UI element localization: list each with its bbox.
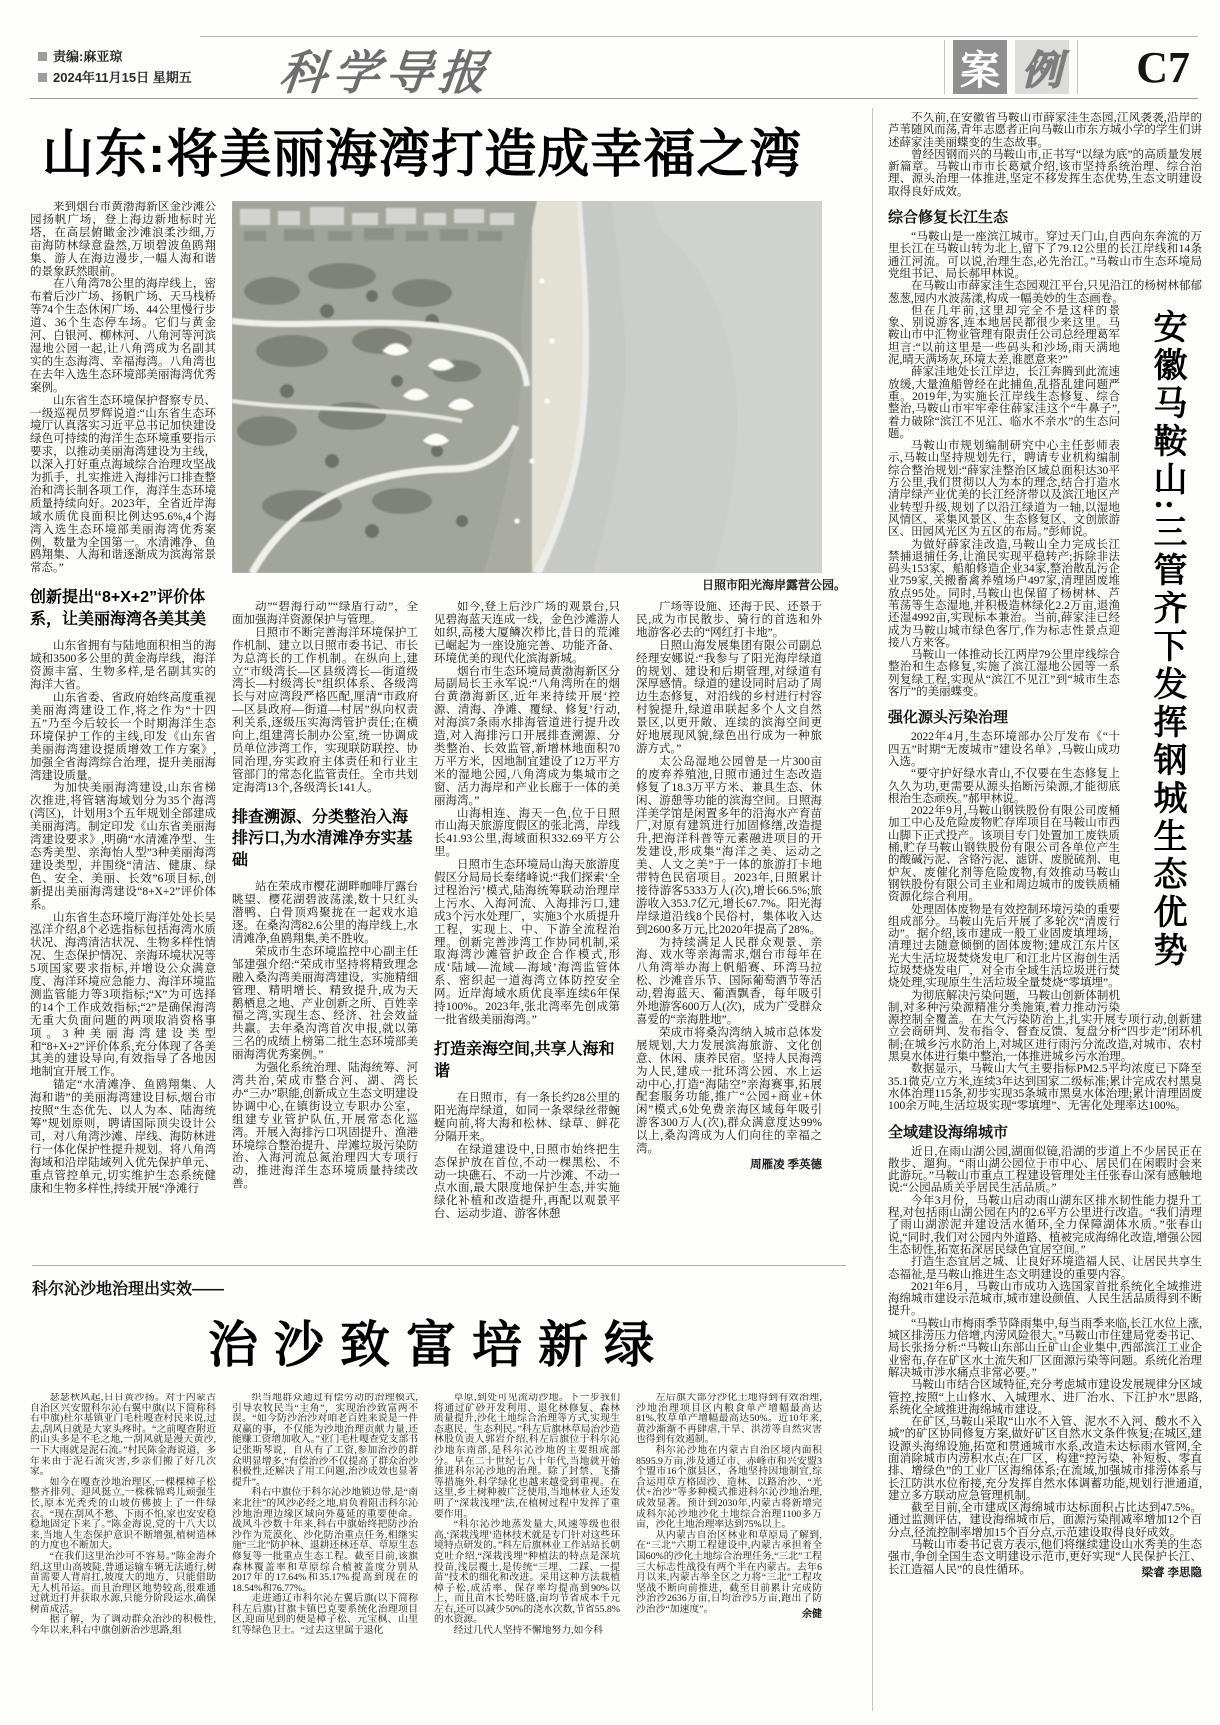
column-subhead: 全域建设海绵城市 <box>888 1123 1009 1141</box>
byline: 梁睿 李思隐 <box>1141 1566 1202 1579</box>
paragraph: “在我们这里治沙可不容易。”陈金海介绍,这里山高坡陡,普通运输车辆无法通行,树苗需要人背肩扛,坡度大的地方，只能借助无人机吊运。而且治理区地势较高,很难通过就近打井获取水源,只能分阶段运水,确保树苗成活。 <box>30 1550 216 1615</box>
paragraph: 在绿道建设中,日照市始终把生态保护放在首位,不动一棵黑松、不动一块礁石、不动一片沙滩、不动一点水面,最大限度地保护生态,并实施绿化补植和改造提升,再配以观景平台、运动步道、游客休憩 <box>434 1143 620 1221</box>
paragraph: 但在几年前,这里却完全不是这样的景象、别说游客,连本地居民都很少来这里。马鞍山市中汇物业管理有限责任公司总经理葛军坦言:“以前这里是一些码头和沙场,雨天满地泥,晴天满场灰,环境太差,谁愿意来?” <box>888 304 1120 367</box>
paragraph: 科尔沁沙地在内蒙古自治区境内面积8595.9万亩,涉及通辽市、赤峰市和兴安盟3个盟市16个旗县区，各地坚持因地制宜,综合运用草方格固沙、造林、以路治沙、“光伏+治沙”等多种模式推进科尔沁沙地治理,成效显著。预计到2030年,内蒙古将新增完成科尔沁沙地沙化土地综合治理1100多万亩，沙化土地治理率达到75%以上。 <box>636 1444 822 1531</box>
paragraph: 瑟瑟秋风起,日日黄沙扬。对于内蒙古自治区兴安盟科尔沁右翼中旗(以下简称科右中旗)杜尔基镇亚门毛杜嘎查村民来说,过去,刮风日就是大家头疼时。“之前嘎查附近的山头多是不毛之地,一刮风就是漫天黄沙,一下大雨就是泥石流。”村民陈金海说道，多年来由于泥石流灾害,乡亲们搬了好几次家。 <box>30 1393 216 1478</box>
sub-columns <box>232 601 848 1251</box>
paragraph: 不久前,在安徽省马鞍山市薛家洼生态园,江风袭袭,沿岸的芦苇随风而荡,青年志愿者正向马鞍山市东方城小学的学生们讲述薛家洼美丽蝶变的生态故事。 <box>888 112 1202 149</box>
paragraph: “要守护好绿水青山,不仅要在生态修复上久久为功,更需要从源头掐断污染源,才能彻底根治生态顽疾。”郝甲林说。 <box>888 768 1120 805</box>
paragraph: 处理固体废物是有效控制环境污染的重要组成部分。马鞍山先后开展了多轮次“清废行动”。据介绍,该市建成一般工业固废填埋场，清理过去随意倾倒的固体废物;建成江东片区光大生活垃圾焚烧发电厂和江北片区海创生活垃圾焚烧发电厂，对全市全域生活垃圾进行焚烧处理,实现原生生活垃圾全量焚烧“零填埋”。 <box>888 903 1120 990</box>
page-number: C7 <box>1136 43 1190 92</box>
column-subhead: 综合修复长江生态 <box>888 209 1009 227</box>
section-char-box: 案 <box>953 40 1007 94</box>
paragraph: 为强化系统治理、陆海统筹、河湾共治,荣成市整合河、湖、湾长办“三办”职能,创新成立生态文明建设协调中心,在镇街设立专职办公室，组建专业管护队伍,开展常态化巡湾。开展入海排污口巩固提升、渔港环境综合整治提升、岸滩垃圾污染防治、入海河流总氮治理四大专项行动，推进海洋生态环境质量持续改善。 <box>232 1062 418 1191</box>
editor-label: 责编:麻亚琼 <box>53 49 123 64</box>
horizontal-rule <box>32 1265 846 1266</box>
article-column <box>434 601 620 1251</box>
paragraph: 左后旗大部分沙化土地得到有效治理,沙地治理项目区内粮食单产增幅最高达81%,牧草单产增幅最高达50%。近10年来,黄沙渐渐不再肆虐,干旱、洪涝等自然灾害也得到有效遏制。 <box>636 1393 822 1446</box>
article-column <box>30 1393 216 1689</box>
paragraph: 站在荣成市樱花湖畔咖啡厅露台眺望、樱花湖碧波荡漾,数十只红头潜鸭、白骨顶鸡聚拢在一起戏水追逐。在桑沟湾82.6公里的海岸线上,水清滩净,鱼鸥翔集,美不胜收。 <box>232 881 418 945</box>
paragraph: 马鞍山一体推动长江两岸79公里岸线综合整治和生态修复,实施了滨江湿地公园等一系列复绿工程,实现从“滨江不见江”到“城市生态客厅”的美丽蝶变。 <box>888 649 1120 699</box>
article-column <box>636 1393 822 1689</box>
photo-and-columns <box>232 201 848 1251</box>
date-label: 2024年11月15日 星期五 <box>53 70 192 85</box>
editor-date-block <box>38 46 192 88</box>
coast-aerial-illustration <box>232 201 822 573</box>
bottom-headline: 治沙致富培新绿 <box>208 1317 670 1373</box>
article-column <box>232 1393 418 1689</box>
vertical-headline-block <box>1130 309 1202 1001</box>
paragraph: 为加快美丽海湾建设,山东省梯次推进,将管辖海域划分为35个海湾(湾区)，计划用3个五年规划全部建成美丽海湾。制定印发《山东省美丽海湾建设要求》,明确“水清滩净型、生态秀美型、亲海怡人型”3种美丽海湾建设类型，并围绕“清洁、健康、绿色、安全、美丽、长效”6项目标,创新提出美丽海湾建设“8+X+2”评价体系。 <box>30 782 216 911</box>
paragraph: 广场等设施、还海于民、还景于民,成为市民散步、骑行的首选和外地游客必去的“网红打卡地”。 <box>636 601 822 639</box>
paragraph: 薛家洼地处长江岸边，长江奔腾到此流速放缓,大量渔船曾经在此捕鱼,乱搭乱建问题严重。2019年,为实施长江岸线生态修复、综合整治,马鞍山市牢牢牵住薛家洼这个“牛鼻子”,着力破除“滨江不见江、临水不亲水”的生态问题。 <box>888 366 1120 440</box>
paragraph: 近日,在雨山湖公园,湖面似镜,沿湖的步道上不少居民正在散步、遛狗。“雨山湖公园位于市中心、居民们在闲暇时会来此游玩。”马鞍山市重点工程建设管理处主任张春山深有感触地说:“公园品质关乎居民生活品质。” <box>888 1145 1202 1195</box>
paragraph: 今年3月份，马鞍山启动雨山湖东区排水韧性能力提升工程,对包括雨山湖公园在内的2.6平方公里进行改造。“我们清理了雨山湖淤泥并建设活水循环,全力保障湖体水质。”张春山说,“同时,我们对公园内外道路、植被完成海绵化改造,增强公园生态韧性,拓宽拓深居民绿色宜居空间。” <box>888 1194 1202 1256</box>
paragraph: 荣成市生态环境监控中心副主任邹建强介绍:“荣成市坚持将精致理念融入桑沟湾美丽海湾建设，实施精细管理、精明增长、精致提升,成为天鹅栖息之地、产业创新之所、百姓幸福之湾,实现生态、经济、社会效益共赢。去年桑沟湾首次申报,就以第三名的成绩上榜第二批生态环境部美丽海湾优秀案例。” <box>232 945 418 1062</box>
paragraph: 在马鞍山市薛家洼生态园观江平台,只见沿江的杨树林郁郁葱葱,园内水波荡漾,构成一幅美妙的生态画卷。 <box>888 280 1202 305</box>
paragraph: 为持续满足人民群众观景、亲海、戏水等亲海需求,烟台市每年在八角湾举办海上帆船赛、环湾马拉松、沙滩音乐节、国际葡萄酒节等活动,碧海蓝天、葡酒飘香，每年吸引外地游客600万人(次)，成为广受群众喜爱的“亲海胜地”。 <box>636 936 822 1026</box>
bullet-square-icon <box>38 73 47 82</box>
bottom-article-columns <box>30 1393 848 1689</box>
paragraph: 荣成市将桑沟湾纳入城市总体发展规划,大力发展滨海旅游、文化创意、休闲、康养民宿。坚持人民海湾为人民,建成一批环湾公园、水上运动中心,打造“海陆空”亲海赛事,拓展配套服务功能,推广“公园+商业+休闲”模式,6处免费亲海区域每年吸引游客300万人(次),群众满意度达99%以上,桑沟湾成为人们向往的幸福之湾。 <box>636 1026 822 1156</box>
paragraph: 马鞍山市委书记袁方表示,他们将继续建设山水秀美的生态强市,争创全国生态文明建设示范市,更好实现“人民保护长江、长江造福人民”的良性循环。 <box>888 1539 1202 1576</box>
article-column <box>232 601 418 1251</box>
masthead-logo: 科学导报 <box>276 48 495 100</box>
column-subhead: 排查溯源、分类整治入海排污口,为水清滩净夯实基础 <box>232 808 413 869</box>
paragraph: 山东省委、省政府始终高度重视美丽海湾建设工作,将之作为“十四五”乃至今后较长一个时期海洋生态环境保护工作的主线,印发《山东省美丽海湾建设提质增效工作方案》,加强全省海湾综合治理，提升美丽海湾建设质量。 <box>30 692 216 782</box>
paragraph: “科尔沁沙地蒸发量大,风速等级也很高,‘深栽浅埋’造林技术就是专门针对这些环境特点研发的。”科左后旗林业工作站站长朝克吐介绍,“深栽浅埋”种植法的特点是深坑投苗,浅层覆土,是传统“三埋、二踩、一提苗”技术的细化和改进。采用这种方法栽植樟子松,成活率、保存率均提高到90%以上，而且苗木长势旺盛,亩均节省成本千元左右,还可以减少50%的浇水次数,节省55.8%的水资源。 <box>434 1519 620 1626</box>
right-article-body <box>888 305 1202 1580</box>
paragraph: 据了解，为了调动群众治沙的积极性,今年以来,科右中旗创新治沙思路,组 <box>30 1614 216 1637</box>
paragraph: 为彻底解决污染问题，马鞍山创新体制机制,对多种污染源精准分类施策,着力推动污染源控制全覆盖。在大气污染防治上,扎实开展专项行动,创新建立会商研判、发布指令、督查反馈、复盘分析“四步走”闭环机制;在城乡污水防治上,对城区进行雨污分流改造,对城市、农村黑臭水体进行集中整治,一体推进城乡污水治理。 <box>888 989 1202 1064</box>
column-subhead: 强化源头污染治理 <box>888 709 1009 727</box>
vertical-divider <box>872 108 873 1711</box>
paragraph: 走进通辽市科尔沁左翼后旗(以下简称科左后旗)甘旗卡镇巴克要系统化治理项目区,迎面见到的便是樟子松、元宝枫、山里红等绿色卫士。“过去这里属于退化 <box>232 1593 418 1637</box>
main-article-columns <box>30 201 848 1251</box>
article-column <box>30 201 216 1247</box>
divider <box>1077 40 1078 94</box>
paragraph: 如今在嘎查沙地治理区,一棵棵樟子松整齐排列、迎风挺立,一株株锦鸡儿顽强生长,原本光秃秃的山坡仿佛披上了一件绿衣。“现在刮风不愁、下雨不怕,家也安安稳稳地固定下来了。”陈金海说,党的十八大以来,当地人生态保护意识不断增强,植树造林的力度也不断加大。 <box>30 1476 216 1552</box>
paragraph: 从内蒙古自治区林业和草原局了解到,在“三北”六期工程建设中,内蒙古承担着全国60%的沙化土地综合治理任务,“三北”工程三大标志性战役有两个半在内蒙古。去年6月以来,内蒙古举全区之力将“三北”工程攻坚战不断向前推进，截至目前累计完成防沙治沙2636万亩,日均治沙5万亩,跑出了防沙治沙“加速度”。 <box>636 1529 822 1615</box>
paragraph: 2022年9月,马鞍山钢铁股份有限公司废桶加工中心及危险废物贮存库项目在马鞍山市西山脚下正式投产。该项目专门处置加工废铁质桶,贮存马鞍山钢铁股份有限公司各单位产生的酸碱污泥、含铬污泥、滤饼、废脱硫剂、电炉灰、废催化剂等危险废物,有效推动马鞍山钢铁股份有限公司主业和周边城市的废铁质桶资源化综合利用。 <box>888 805 1120 904</box>
paragraph: 马鞍山市结合区域特征,充分考虑城市建设发展规律分区域管控,按照“上山修水、入城理水、进厂治水、下江护水”思路,系统化全域推进海绵城市建设。 <box>888 1379 1202 1416</box>
vertical-headline: 安徽马鞍山:三管齐下发挥钢城生态优势 <box>1148 308 1185 971</box>
paragraph: 为做好薛家洼改造,马鞍山全力完成长江禁捕退捕任务,让渔民实现平稳转产;拆除非法码头153家、船舶修造企业34家,整治散乱污企业759家,关搬畜禽养殖场户497家,清理固废堆放点95处。同时,马鞍山也保留了杨树林、芦苇荡等生态湿地,并积极造林绿化2.2万亩,退渔还湿4992亩,实现标本兼治。当前,薛家洼已经成为马鞍山城市绿色客厅,作为标志性景点迎接八方来客。 <box>888 538 1120 649</box>
paragraph: 锚定“水清滩净、鱼鸥翔集、人海和谐”的美丽海湾建设目标,烟台市按照“生态优先、以人为本、陆海统筹”规划原则，聘请国际顶尖设计公司，对八角湾沙滩、岸线、海防林进行一体化保护性提升规划。将八角湾海域和沿岸陆域列入优先保护单元、重点管控单元,切实维护生态系统健康和生物多样性,持续开展“净滩行 <box>30 1079 216 1195</box>
bullet-square-icon <box>38 52 47 61</box>
paragraph: 山海相连、海天一色,位于日照市山海天旅游度假区的张北湾，岸线长41.93公里,海域面积332.69平方公里。 <box>434 807 620 859</box>
byline: 周雁凌 季英德 <box>750 1158 822 1171</box>
paragraph: 山东省生态环境厅海洋处处长吴泓洋介绍,8个必选指标包括海湾水质状况、海湾清洁状况、生物多样性情况、生态保护情况、亲海环境状况等5项国家要求指标,并增设公众满意度、海洋环境应急能力、海洋环境监测监管能力等3项指标;“X”为可选择的14个工作成效指标;“2”是确保海湾无重大负面问题的两项取消资格事项。3种美丽海湾建设类型和“8+X+2”评价体系,充分体现了各美其美的建设导向,有效指导了各地因地制宜开展工作。 <box>30 911 216 1079</box>
paragraph: 马鞍山市规划编制研究中心主任彭师表示,马鞍山坚持规划先行，聘请专业机构编制综合整治规划:“薛家洼整治区域总面积达30平方公里,我们贯彻以人为本的理念,结合打造水清岸绿产业优美的长江经济带以及滨江地区产业转型升级,规划了以沿江绿道为一轴,以湿地风情区、采集风景区、生态修复区、文创旅游区、田园风光区为五区的布局。”彭师说。 <box>888 440 1120 539</box>
paragraph: 截至目前,全市建成区海绵城市达标面积占比达到47.5%。通过监测评估，建设海绵城市后，面源污染削减率增加12个百分点,径流控制率增加15个百分点,示范建设取得良好成效。 <box>888 1502 1202 1539</box>
paragraph: 在矿区,马鞍山采取“山水不入管、泥水不入河、酸水不入城”的矿区协同修复方案,做好矿区自然水文条件恢复;在城区,建设源头海绵设施,拓宽和贯通城市水系,改造未达标雨水管网,全面消除城市内涝积水点;在厂区，构建“控污染、补短板、零直排、增绿色”的工业厂区海绵体系;在流域,加强城市排涝体系与长江防洪水位衔接,充分发挥自然水体调蓄功能,规划行泄通道,建立多方联动应急管理机制。 <box>888 1416 1202 1502</box>
bottom-article <box>30 1276 848 1689</box>
paragraph: “马鞍山是一座滨江城市。穿过天门山,自西向东奔流的万里长江在马鞍山转为北上,留下了79.12公里的长江岸线和14条通江河流。可以说,治理生态,必先治江。”马鞍山市生态环境局党组书记、局长郝甲林说。 <box>888 231 1202 280</box>
paragraph: 科右中旗位于科尔沁沙地锁边带,是“南来北往”的风沙必经之地,肩负着阻击科尔沁沙地治理边缘区域向外蔓延的重要使命。战风斗沙数十年来,科右中旗始终把防沙治沙作为荒漠化、沙化防治重点任务,相继实施“三北”防护林、退耕还林还草、草原生态修复等一批重点生态工程。截至目前,该旗森林覆盖率和草原综合植被盖度分别从2017年的17.64%和35.17%提高到现在的18.54%和76.77%。 <box>232 1487 418 1594</box>
paragraph: 草原,到处可见流动沙地。下一步我们将通过矿砂开发利用、退化林修复、森林质量提升,沙化土地综合治理等方式,实现生态惠民、生态利民。”科左后旗林草局治沙造林股负责人郭岩介绍,科左后旗位于科尔沁沙地东南部,是科尔沁沙地的主要组成部分。早在二十世纪七八十年代,当地就开始推进科尔沁沙地的治理。除了封禁、飞播等措施外,科学绿化也越来越受到重视。在这里,乡土树种被广泛使用,当地林业人还发明了“深栽浅埋”法,在植树过程中发挥了重要作用。 <box>434 1393 620 1520</box>
paragraph: 在八角湾78公里的海岸线上，密布着后沙广场、扬帆广场、天马栈桥等74个生态休闲广场、44公里慢行步道、36个生态停车场。它们与黄金河、白银河、柳林河、八角河等河滨湿地公园一起,让八角湾成为名副其实的生态海湾、幸福海湾。八角湾也在去年入选生态环境部美丽海湾优秀案例。 <box>30 278 216 394</box>
paragraph: 打造生态宜居之城、让良好环境造福人民、让居民共享生态福祉,是马鞍山推进生态文明建设的重要内容。 <box>888 1256 1202 1281</box>
paragraph: 日照山海发展集团有限公司副总经理安娜说:“我参与了阳光海岸绿道的规划、建设和后期管理,对绿道有深厚感情。绿道的建设同时启动了周边生态修复，对沿线的乡村进行村容村貌提升,绿道串联起多个人文自然景区,以更开敞、连续的滨海空间更好地展现风貌,绿色出行成为一种旅游方式。” <box>636 639 822 755</box>
article-column <box>636 601 822 1251</box>
paragraph: 来到烟台市黄渤海新区金沙滩公园扬帆广场，登上海边新地标时光塔，在高层俯瞰金沙滩浪柔沙细,万亩海防林绿意盎然,万顷碧波鱼鸥翔集、游人在海边漫步,一幅人海和谐的景象跃然眼前。 <box>30 201 216 278</box>
column-subhead: 创新提出“8+X+2”评价体系，让美丽海湾各美其美 <box>30 589 207 628</box>
section-char-box: 例 <box>1015 40 1069 94</box>
paragraph: 山东省拥有与陆地面积相当的海域和3500多公里的黄金海岸线，海洋资源丰富、生物多样,是名副其实的海洋大省。 <box>30 640 216 692</box>
paragraph: 2021年6月，马鞍山市成功入选国家首批系统化全域推进海绵城市建设示范城市,城市建设颜值、人民生活品质得到不断提升。 <box>888 1280 1202 1318</box>
kicker: 科尔沁沙地治理出实效—— <box>32 1281 225 1298</box>
right-article <box>888 112 1202 1714</box>
paragraph: 太公岛湿地公园曾是一片300亩的废弃养殖池,日照市通过生态改造修复了18.3万平方米、兼具生态、休闲、游憩等功能的滨海空间。日照海洋美学馆是闲置多年的沿海水产育苗厂,对原有建筑进行加固修缮,改造提升,把海洋科普等元素融进项目的开发建设,形成集“海洋之美、运动之美、人文之美”于一体的旅游打卡地带特色民宿项目。2023年,日照累计接待游客5333万人(次),增长66.5%;旅游收入353.7亿元,增长67.7%。阳光海岸绿道沿线8个民俗村，集体收入达到2600多万元,比2020年提高了28%。 <box>636 755 822 936</box>
article-column <box>434 1393 620 1689</box>
paragraph: 日照市生态环境局山海天旅游度假区分局局长秦绪峰说:“我们探索‘全过程治污’模式,陆海统筹联动治理岸上污水、入海河流、入海排污口,建成3个污水处理厂，实施3个水质提升工程，实现上、中、下游全流程治理。创新完善涉湾工作协同机制,采取海湾沙滩管护政企合作模式,形成‘陆域—流域—海域’海湾监管体系、密织起一道海湾立体防控安全网。近岸海域水质优良率连续6年保持100%。2023年,张北湾率先创成第一批省级美丽海湾。” <box>434 859 620 1026</box>
paragraph: 2022年4月,生态环境部办公厅发布《“十四五”时期“无废城市”建设名单》,马鞍山成功入选。 <box>888 731 1120 768</box>
paragraph: “马鞍山市梅雨季节降雨集中,每当雨季来临,长江水位上涨,城区排涝压力倍增,内涝风险很大。”马鞍山市住建局党委书记、局长张扬分析:“马鞍山东部山丘矿山企业集中,西部滨江工业企业密布,存在矿区水土流失和厂区面源污染等问题。系统化治理解决城市涉水痛点非常必要。” <box>888 1317 1202 1379</box>
divider <box>944 40 945 94</box>
page-header <box>30 18 1198 99</box>
right-article-top <box>888 112 1202 305</box>
photo-caption: 日照市阳光海岸露营公园。 <box>701 578 846 592</box>
section-badge <box>944 40 1078 94</box>
byline: 余健 <box>802 1608 822 1620</box>
paragraph: 曾经因钢而兴的马鞍山市,正书写“以绿为底”的高质量发展新篇章。马鞍山市市长葛斌介绍,该市坚持系统治理、综合治理、源头治理一体推进,坚定不移发挥生态优势,生态文明建设取得良好成效。 <box>888 148 1202 198</box>
paragraph: 动”“碧海行动”“绿盾行动”，全面加强海洋资源保护与管理。 <box>232 601 418 626</box>
paragraph: 经过几代人坚持不懈地努力,如今科 <box>453 1625 603 1637</box>
paragraph: 烟台市生态环境局黄渤海新区分局副局长王永军说:“八角湾所在的烟台黄渤海新区,近年来持续开展‘控源、清海、净滩、覆绿、修复’行动,对海滨7条雨水排海管道进行提升改造,对入海排污口开展排查溯源、分类整治、长效监管,新增林地面积70万平方米，因地制宜建设了12万平方米的湿地公园,八角湾成为集城市之窗、活力海岸和产业长廊于一体的美丽海湾。” <box>434 665 620 807</box>
paragraph: 日照市不断完善海洋环境保护工作机制、建立以日照市委书记、市长为总湾长的工作机制。在纵向上,建立“市级湾长—区县级湾长—街道级湾长—村级湾长”组织体系、各级湾长与对应湾段严格匹配,厘清“市政府—区县政府—街道—村居”纵向权责利关系,逐级压实海湾管护责任;在横向上,组建湾长制办公室,统一协调成员单位涉湾工作，实现联防联控、协同治理,夯实政府主体责任和行业主管部门的常态化监管责任。全市共划定海湾13个,各级湾长141人。 <box>232 626 418 794</box>
main-region <box>30 104 848 1689</box>
main-headline: 山东:将美丽海湾打造成幸福之湾 <box>42 126 803 184</box>
column-subhead: 打造亲海空间,共享人海和谐 <box>434 1040 615 1080</box>
paragraph: 织当地群众通过有偿劳动的治理模式,引导农牧民当“主角”，实现治沙致富两不误。“如今防沙治沙对咱老百姓来说是一件双赢的事，不仅能为沙地治理贡献力量,还能赚工资增加收入。”亚门毛杜嘎查党支部书记张斯琴说，自从有了工资,参加治沙的群众明显增多,“有偿治沙不仅提高了群众治沙积极性,还解决了用工问题,治沙成效也显著提升”。 <box>232 1393 418 1488</box>
paragraph: 如今,登上后沙广场的观景台,只见碧海蓝天连成一线，金色沙滩游人如织,高楼大厦鳞次栉比,昔日的荒滩已崛起为一座设施完善、功能齐备、环境优美的现代化滨海新城。 <box>434 601 620 665</box>
paragraph: 山东省生态环境保护督察专员、一级巡视员罗辉说道:“山东省生态环境厅认真落实习近平总书记加快建设绿色可持续的海洋生态环境重要指示要求，以推动美丽海湾建设为主线，以深入打好重点海域综合治理攻坚战为抓手，扎实推进入海排污口排查整治和湾长制各项工作，海洋生态环境质量持续向好。2023年，全省近岸海域水质优良面积比例达95.6%,4个海湾入选生态环境部美丽海湾优秀案例，数量为全国第一。水清滩净、鱼鸥翔集、人海和谐逐渐成为滨海常景常态。” <box>30 394 216 575</box>
paragraph: 在日照市，有一条长约28公里的阳光海岸绿道，如同一条翠绿丝带蜿蜒向前,将大海和松林、绿草、鲜花分隔开来。 <box>434 1092 620 1143</box>
paragraph: 数据显示，马鞍山大气主要指标PM2.5平均浓度已下降至35.1微克/立方米,连续3年达到国家二级标准;累计完成农村黑臭水体治理115条,初步实现35条城市黑臭水体治理;累计清理固废100余万吨,生活垃圾实现“零填埋”、无害化处理率达100%。 <box>888 1063 1202 1113</box>
aerial-photo <box>232 201 822 573</box>
